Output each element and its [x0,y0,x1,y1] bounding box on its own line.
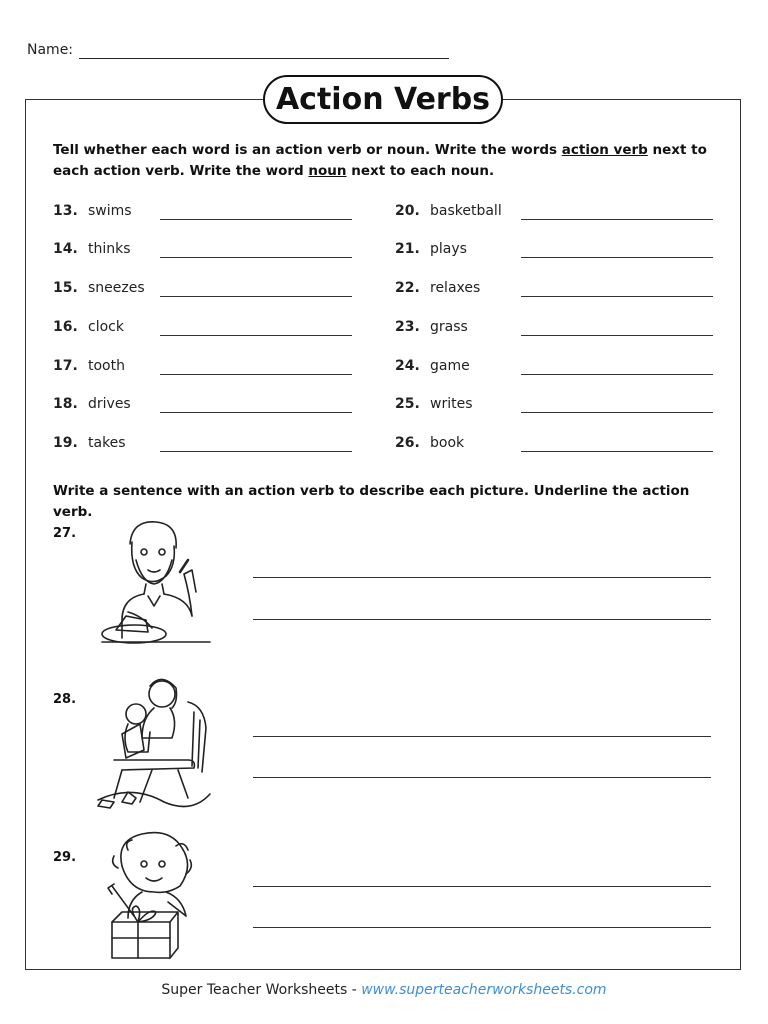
answer-blank[interactable] [160,257,352,258]
footer-link[interactable]: www.superteacherworksheets.com [361,982,607,998]
name-label: Name: [27,42,74,58]
list-item: 16. clock [53,319,124,335]
answer-blank[interactable] [521,412,713,413]
answer-blank[interactable] [521,219,713,220]
list-item: 20. basketball [395,203,502,219]
sentence-blank[interactable] [253,619,711,620]
list-item: 17. tooth [53,358,125,374]
answer-blank[interactable] [521,451,713,452]
question-number: 29. [53,850,77,865]
question-number: 27. [53,526,77,541]
girl-opening-gift-icon [98,828,208,962]
sentence-blank[interactable] [253,886,711,887]
list-item: 14. thinks [53,241,131,257]
sentence-blank[interactable] [253,777,711,778]
list-item: 15. sneezes [53,280,145,296]
woman-reading-to-child-icon [92,672,216,814]
man-eating-cake-icon [92,512,212,652]
answer-blank[interactable] [160,296,352,297]
sentence-blank[interactable] [253,927,711,928]
answer-blank[interactable] [160,451,352,452]
list-item: 23. grass [395,319,468,335]
list-item: 19. takes [53,435,126,451]
action-verb-term: action verb [561,142,648,158]
section2-instruction: Write a sentence with an action verb to describe each picture. Underline the action verb. [53,483,690,520]
answer-blank[interactable] [160,335,352,336]
list-item: 13. swims [53,203,132,219]
list-item: 18. drives [53,396,131,412]
sentence-blank[interactable] [253,736,711,737]
section1-instruction: Tell whether each word is an action verb or noun. Write the words action verb next to each action verb. Write the word noun next to each noun. [53,142,707,179]
answer-blank[interactable] [521,374,713,375]
list-item: 21. plays [395,241,467,257]
answer-blank[interactable] [521,335,713,336]
footer-text: Super Teacher Worksheets - [161,982,362,998]
list-item: 26. book [395,435,465,451]
name-blank-line[interactable] [79,58,449,59]
worksheet-title: Action Verbs [263,75,503,124]
answer-blank[interactable] [160,219,352,220]
list-item: 25. writes [395,396,473,412]
list-item: 24. game [395,358,470,374]
answer-blank[interactable] [521,296,713,297]
answer-blank[interactable] [160,374,352,375]
answer-blank[interactable] [160,412,352,413]
answer-blank[interactable] [521,257,713,258]
question-number: 28. [53,692,77,707]
footer [0,982,768,998]
list-item: 22. relaxes [395,280,481,296]
noun-term: noun [308,163,347,179]
sentence-blank[interactable] [253,577,711,578]
